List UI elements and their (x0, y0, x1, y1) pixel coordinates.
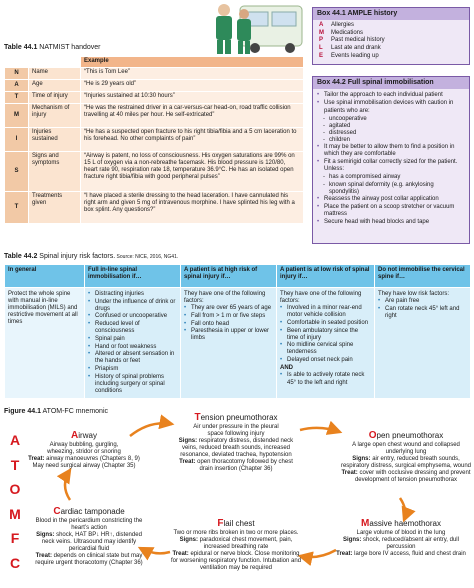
node-massive-haemothorax: Massive haemothorax Large volume of blood in the lung Signs: shock, reduced/absent air entry, dull percussion Treat: large bore IV access, fluid and chest drain (336, 518, 466, 558)
table-44-1-title: Table 44.1 NATMIST handover (4, 44, 101, 51)
column-header: In general (5, 265, 85, 288)
cell-full: • Distracting injuries • Under the influence of drink or drugs • Confused or uncooperative • Reduced level of consciousness • Spinal pain • Hand or foot weakness • Altered or absent sensation in the hands or feet • Priapism • History of spinal problems including surgery or spinal conditions (85, 288, 181, 399)
list-item: - children (317, 137, 465, 144)
list-item: • Fit a semirigid collar correctly sized for the patient. Unless: (317, 159, 465, 173)
column-header: Full in-line spinal immobilisation if… (85, 265, 181, 288)
list-item: - has a compromised airway (317, 174, 465, 181)
table-row: A Age “He is 29 years old” (5, 80, 304, 92)
cell-high-risk: They have one of the following factors: • They are over 65 years of age • Fall from > 1 m or five steps • Fall onto head • Paresthesia in upper or lower limbs (181, 288, 277, 399)
list-item: - known spinal deformity (e.g. ankylosing spondylitis) (317, 182, 465, 196)
table-row: M Mechanism of injury “He was the restrained driver in a car-versus-car head-on, road traffic collision travelling at 40 miles per hour. He self-extricated” (5, 104, 304, 128)
list-item: - distressed (317, 130, 465, 137)
list-item: - agitated (317, 123, 465, 130)
figure-44-1-title: Figure 44.1 ATOM-FC mnemonic (4, 408, 108, 415)
box-title: Box 44.1 AMPLE history (313, 8, 469, 20)
list-item: • Secure head with head blocks and tape (317, 219, 465, 226)
list-item: - uncooperative (317, 116, 465, 123)
box-title: Box 44.2 Full spinal immobilisation (313, 77, 469, 89)
cell-low-risk: They have one of the following factors: • Involved in a minor rear-end motor vehicle collision • Comfortable in seated position • Been ambulatory since the time of injury • No midline cervical spine tenderness • Delayed onset neck pain AND • Is able to actively rotate neck 45° to the left and right (277, 288, 375, 399)
node-cardiac-tamponade: Cardiac tamponade Blood in the pericardium constricting the heart’s action Signs: shock, HAT BP↓ HR↑, distended neck veins. Ultrasound may identify pericardial fluid Treat: depends on clinical state but may require urgent thoracotomy (Chapter 36) (35, 506, 143, 567)
node-open-pneumothorax: Open pneumothorax A large open chest wound and collapsed underlying lung Signs: air entry, reduced breath sounds, respiratory distress, surgical emphysema, wound Treat: cover with occlusive dressing and prevent development of tension pneumothorax (340, 430, 472, 484)
list-item: A Allergies (319, 22, 355, 29)
list-item: E Events leading up (319, 52, 379, 59)
table-row: N Name “This is Tom Lee” (5, 68, 304, 80)
table-row: I Injuries sustained “He has a suspected open fracture to his right tibia/fibia and a 5 cm laceration to his forehead. No other complaints of pain” (5, 128, 304, 152)
table-44-2-title: Table 44.2 Spinal injury risk factors. Source: NICE, 2016, NG41. (4, 253, 179, 260)
list-item: • Tailor the approach to each individual patient (317, 92, 465, 99)
list-item: • Reassess the airway post collar application (317, 196, 465, 203)
list-item: • Place the patient on a scoop stretcher or vacuum mattress (317, 204, 465, 218)
cell-general: Protect the whole spine with manual in-line immobilisation (MILS) and restrictive movement at all times (5, 288, 85, 399)
table-row: T Treatments given “I have placed a sterile dressing to the head laceration. I have cannulated his right arm and given 5 mg of intravenous morphine. I have splinted his leg with a box splint. Any questions?” (5, 192, 304, 224)
node-flail-chest: Flail chest Two or more ribs broken in two or more places. Signs: paradoxical chest movement, pain, increased breathing rate Treat: epidural or nerve block. Close monitoring for worsening respiratory function. Intubation and ventilation may be required (170, 518, 302, 572)
list-item: P Past medical history (319, 37, 385, 44)
column-header: A patient is at high risk of spinal injury if… (181, 265, 277, 288)
column-header: A patient is at low risk of spinal injury if… (277, 265, 375, 288)
table-row: T Time of injury “Injuries sustained at 10:30 hours” (5, 92, 304, 104)
column-header-example: Example (81, 57, 304, 68)
column-header: Do not immobilise the cervical spine if… (375, 265, 471, 288)
table-row: S Signs and symptoms “Airway is patent, no loss of consciousness. His oxygen saturations are 99% on 15 L of oxygen via a non-rebreathe facemask. His blood pressure is 120/80, heart rate 90, respiration rate 18, temperature 36.9°C. He has an isolated open fracture right tibia/fibia with good peripheral pulses” (5, 152, 304, 192)
list-item: L Last ate and drank (319, 45, 381, 52)
node-tension-pneumothorax: Tension pneumothorax Air under pressure in the pleural space following injury Signs: respiratory distress, distended neck veins, reduced breath sounds, increased resonance, deviated trachea, hypotension Treat: open thoracotomy followed by chest drain insertion (Chapter 36) (178, 412, 294, 473)
list-item: • Use spinal immobilisation devices with caution in patients who are: (317, 100, 465, 114)
list-item: • It may be better to allow them to find a position in which they are comfortable (317, 144, 465, 158)
node-airway: Airway Airway bubbling, gurgling, wheezing, stridor or snoring Treat: airway manoeuvres (Chapters 8, 9) May need surgical airway (Chapter 35) (28, 430, 140, 470)
cell-do-not-immobilise: They have low risk factors: • Are pain free • Can rotate neck 45° left and right (375, 288, 471, 399)
atomfc-letters: A T O M F C (9, 432, 21, 571)
list-item: M Medications (319, 29, 364, 36)
